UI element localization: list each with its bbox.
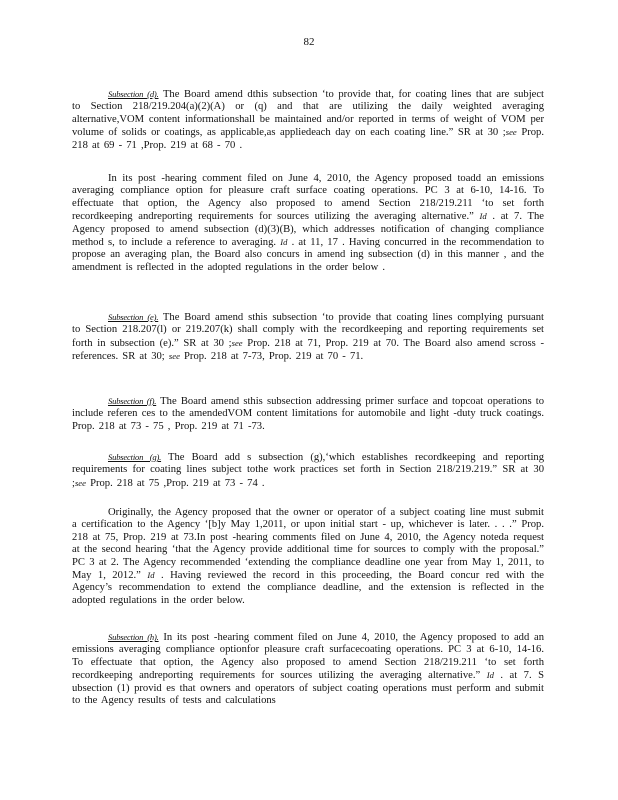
subsection-label: Subsection (f). [108,396,157,406]
paragraph-text: The Board amend sthis subsection addressing primer surface and topcoat operations to include referen ces to the amendedVOM content limitations for automobile and light -duty truck coatings. Prop. 218 at 73 - 75 , Prop. 219 at 71 -73. [72,396,544,432]
paragraph-subsection-d [72,88,544,152]
paragraph-text: Originally, the Agency proposed that the owner or operator of a subject coating line must submit a certification to the Agency ‘[b]y May 1,2011, or upon initial start - up, whichever is later. . . .” Prop. 218 at 75, Prop. 219 at 73.In post -hearing comments filed on June 4, 2010, the Agency noteda request at the second hearing ‘that the Agency provide additional time for sources to comply with the proposal.” PC 3 at 2. The Agency recommended ‘extending the compliance deadline one year from May 1, 2011, to May 1, 2012.” [72,507,544,582]
subsection-label: Subsection (h). [108,632,159,642]
citation-signal: see [231,337,243,348]
citation-signal: Id [147,570,155,581]
citation-signal: see [168,351,180,362]
subsection-label: Subsection (d). [108,89,159,99]
paragraph-averaging-option [72,173,544,274]
paragraph-subsection-f [72,395,544,433]
paragraph-text: Prop. 218 at 71, Prop. 219 at 70. The Board also amend scross - references. SR at 30; [72,337,545,363]
paragraph-text: Prop. 218 at 69 - 71 ,Prop. 219 at 68 - 70 . [72,127,544,151]
page-number: 82 [303,36,315,48]
paragraph-compliance-deadline [72,507,544,607]
paragraph-text: In its post -hearing comment filed on June 4, 2010, the Agency proposed to add an emissions averaging compliance optionfor pleasure craft surfacecoating operations. PC 3 at 6-10, 14-16. To effectuate that option, the Agency also proposed to amend Section 218/219.211 ‘to set forth recordkeeping andreporting requirements for sources utilizing the averaging alternative.” [72,632,544,682]
paragraph-text: . Having reviewed the record in this proceeding, the Board concur red with the Agency’s recommendation to extend the compliance deadline, and the extension is reflected in the adopted regulations in the order below. [72,570,544,606]
paragraph-subsection-g [72,451,544,490]
citation-signal: Id [280,237,288,248]
citation-signal: see [505,127,517,138]
paragraph-subsection-e [72,311,544,364]
subsection-label: Subsection (e). [108,312,159,322]
paragraph-text: Prop. 218 at 7-73, Prop. 219 at 70 - 71. [179,351,364,363]
paragraph-subsection-h [72,631,544,707]
paragraph-text: The Board amend sthis subsection ‘to provide that coating lines complying pursuant to Section 218.207(l) or 219.207(k) shall comply with the recordkeeping and reporting requirements set forth in subsection (e).” SR at 30 ; [72,312,545,349]
paragraph-text: The Board add s subsection (g),‘which establishes recordkeeping and reporting requirements for coating lines subject tothe work practices set forth in Section 218/219.219.” SR at 30 ; [72,452,544,489]
citation-signal: Id [486,670,494,681]
paragraph-text: In its post -hearing comment filed on June 4, 2010, the Agency proposed toadd an emissions averaging compliance option for pleasure craft surface coating operations. PC 3 at 6-10, 14-16. To effectuate that option, the Agency also proposed to amend Section 218/219.211 ‘to set forth recordkeeping andreporting requirements for sources utilizing the averaging alternative.” [72,173,544,223]
paragraph-text: The Board amend dthis subsection ‘to provide that, for coating lines that are subject to Section 218/219.204(a)(2)(A) or (q) and that are utilizing the daily weighted averaging alternative,VOM content informationshall be maintained and/or reported in terms of weight of VOM per volume of solids or coatings, as applicable,as appliedeach day on each coating line.” SR at 30 ; [72,89,544,139]
paragraph-text: . at 7. The Agency proposed to amend subsection (d)(3)(B), which addresses notification of changing compliance method s, to include a reference to averaging. [72,211,544,249]
citation-signal: Id [479,211,487,222]
paragraph-text: . at 11, 17 . Having concurred in the recommendation to propose an averaging plan, the Board also concurs in amend ing subsection (d) in this manner , and the amendment is reflected in the adopted regulations in the order below . [72,237,544,273]
paragraph-text: Prop. 218 at 75 ,Prop. 219 at 73 - 74 . [85,477,265,489]
citation-signal: see [74,477,86,488]
subsection-label: Subsection (g). [108,452,162,462]
paragraph-text: . at 7. S ubsection (1) provid es that owners and operators of subject coating operations must perform and submit to the Agency results of tests and calculations [72,670,544,707]
